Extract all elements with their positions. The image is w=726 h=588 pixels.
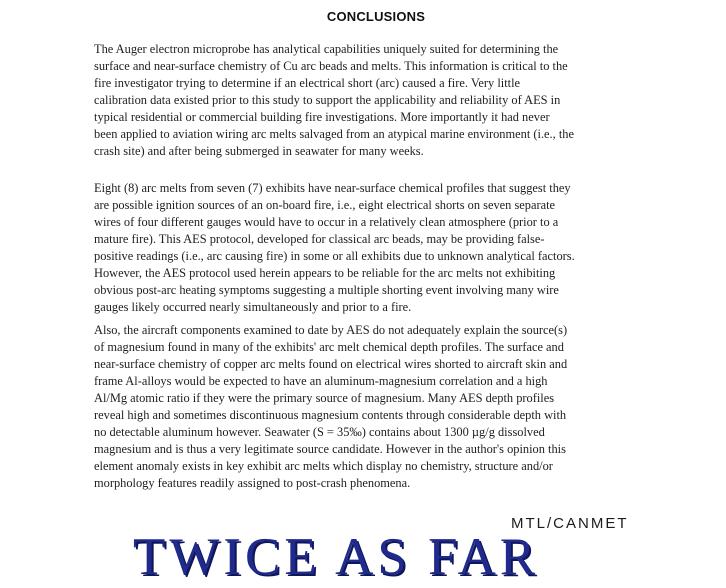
text-line: morphology features readily assigned to post-crash phenomena. bbox=[94, 476, 411, 490]
text-line: positive readings (i.e., arc causing fire) in some or all exhibits due to unknown analytical factors. bbox=[94, 249, 575, 263]
text-line: wires of four different gauges would have to occur in a relatively clean atmosphere (prior to a bbox=[94, 215, 559, 229]
text-line: surface and near-surface chemistry of Cu arc beads and melts. This information is critical to the bbox=[94, 59, 568, 73]
text-line: magnesium and is thus a very legitimate source candidate. However in the author's opinion this bbox=[94, 442, 566, 456]
text-line: element anomaly exists in key exhibit arc melts which display no chemistry, structure and/or bbox=[94, 459, 553, 473]
text-line: gauges likely occurred nearly simultaneously and prior to a fire. bbox=[94, 300, 412, 314]
text-line: mature fire). This AES protocol, developed for classical arc beads, may be providing false- bbox=[94, 232, 545, 246]
text-line: Al/Mg atomic ratio if they were the primary source of magnesium. Many AES depth profiles bbox=[94, 391, 555, 405]
text-line: Eight (8) arc melts from seven (7) exhibits have near-surface chemical profiles that suggest they bbox=[94, 181, 571, 195]
text-line: been applied to aviation wiring arc melts salvaged from an atypical marine environment (i.e., the bbox=[94, 127, 574, 141]
paragraph-2 bbox=[94, 180, 664, 316]
text-line: Also, the aircraft components examined to date by AES do not adequately explain the source(s) bbox=[94, 323, 568, 337]
text-line: of magnesium found in many of the exhibits' arc melt chemical depth profiles. The surface and bbox=[94, 340, 564, 354]
paragraph-3 bbox=[94, 322, 664, 492]
section-heading: CONCLUSIONS bbox=[326, 9, 426, 24]
text-line: fire investigator trying to determine if an electrical short (arc) caused a fire. Very little bbox=[94, 76, 521, 90]
text-line: obvious post-arc heating symptoms suggesting a multiple shorting event involving many wire bbox=[94, 283, 559, 297]
text-line: frame Al-alloys would be expected to have an aluminum-magnesium correlation and a high bbox=[94, 374, 548, 388]
text-line: typical residential or commercial building fire investigations. More importantly it had never bbox=[94, 110, 550, 124]
source-credit: MTL/CANMET bbox=[511, 515, 629, 532]
text-line: However, the AES protocol used herein appears to be reliable for the arc melts not exhibiting bbox=[94, 266, 556, 280]
text-line: The Auger electron microprobe has analytical capabilities uniquely suited for determining the bbox=[94, 42, 559, 56]
banner-caption: TWICE AS FAR bbox=[133, 528, 540, 586]
text-line: near-surface chemistry of copper arc melts found on electrical wires shorted to aircraft skin and bbox=[94, 357, 568, 371]
text-line: crash site) and after being submerged in seawater for many weeks. bbox=[94, 144, 424, 158]
text-line: are possible ignition sources of an on-board fire, i.e., eight electrical shorts on seven separate bbox=[94, 198, 556, 212]
paragraph-1 bbox=[94, 41, 664, 160]
text-line: calibration data existed prior to this study to support the applicability and reliability of AES in bbox=[94, 93, 561, 107]
text-line: reveal high and sometimes discontinuous magnesium contents through considerable depth with bbox=[94, 408, 567, 422]
text-line: no detectable aluminum however. Seawater (S = 35‰) contains about 1300 µg/g dissolved bbox=[94, 425, 545, 439]
